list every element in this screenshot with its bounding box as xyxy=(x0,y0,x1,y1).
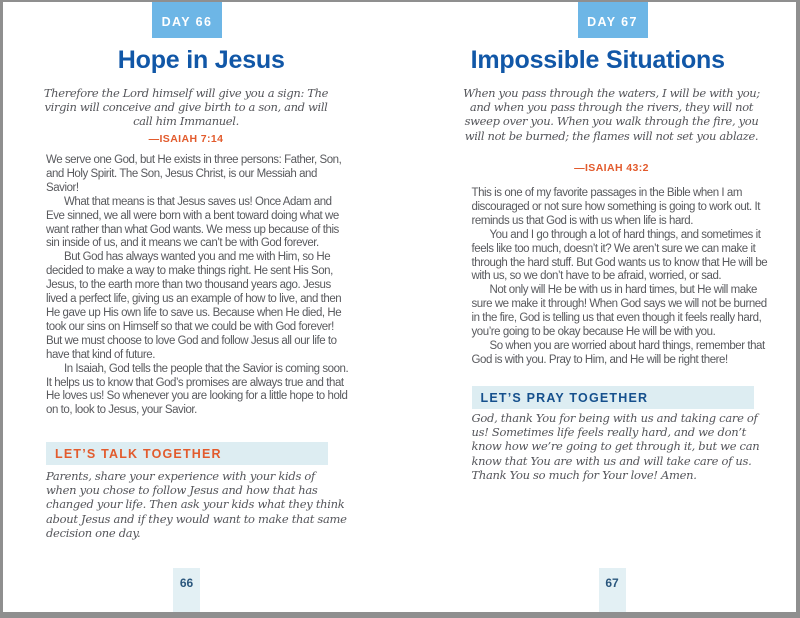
body-paragraph: Not only will He be with us in hard times, but He will make sure we make it through! When God says we will not be burned in the fire, God is telling us that even though it feels really hard, you’re going to be okay because He will be with you. xyxy=(471,284,767,339)
page-day-66 xyxy=(3,2,400,612)
scripture-reference: —ISAIAH 7:14 xyxy=(148,133,224,145)
lets-pray-together-bar xyxy=(472,386,754,409)
page-title: Hope in Jesus xyxy=(117,46,285,74)
body-paragraph: In Isaiah, God tells the people that the Savior is coming soon. It helps us to know that God’s promises are always true and that He loves us! So whenever you are looking for a little hope to hold on to, look to Jesus, your Savior. xyxy=(46,362,349,417)
scripture-quote: When you pass through the waters, I will be with you; and when you pass through the rivers, they will not sweep over you. When you walk through the fire, you will not be burned; the flames will not set you ablaze. xyxy=(463,86,760,143)
callout-text: God, thank You for being with us and taking care of us! Sometimes life feels really hard, and we don’t know how we’re going to get through it, but we can know that You are with us and will take care of us. Thank You so much for Your love! Amen. xyxy=(471,411,760,482)
page-number: 66 xyxy=(179,576,194,590)
day-label: DAY 66 xyxy=(161,15,213,29)
page-number-box xyxy=(173,568,200,612)
body-paragraph: But God has always wanted you and me with Him, so He decided to make a way to make things right. He sent His Son, Jesus, to the earth more than two thousand years ago. Jesus lived a perfect life, giving us an example of how to live, and then He gave up His own life to save us. Because when He died, He took our sins on Himself so that we could be with God forever! But we must choose to love God and follow Jesus all our life to have that kind of future. xyxy=(46,251,342,361)
body-paragraph: You and I go through a lot of hard things, and sometimes it feels like too much, doesn’t it? We aren’t sure we can make it through the hard stuff. But God wants us to know that He will be with us, so we don’t have to be afraid, worried, or sad. xyxy=(471,228,768,283)
body-paragraph: This is one of my favorite passages in the Bible when I am discouraged or not sure how something is going to work out. It reminds us that God is with us when life is hard. xyxy=(471,187,761,227)
page-number: 67 xyxy=(605,576,619,590)
body-text xyxy=(46,154,350,418)
callout-heading: LET’S PRAY TOGETHER xyxy=(480,390,649,405)
body-text xyxy=(472,187,776,368)
day-banner xyxy=(152,2,222,38)
page-title: Impossible Situations xyxy=(470,46,725,74)
body-paragraph: So when you are worried about hard things, remember that God is with you. Pray to Him, and He will be right there! xyxy=(471,339,765,366)
scripture-quote: Therefore the Lord himself will give you a sign: The virgin will conceive and give birth to a son, and will call him Immanuel. xyxy=(43,86,329,129)
day-banner xyxy=(578,2,648,38)
callout-heading: LET’S TALK TOGETHER xyxy=(55,446,222,461)
scripture-reference: —ISAIAH 43:2 xyxy=(574,162,649,174)
callout-text: Parents, share your experience with your kids of when you chose to follow Jesus and how that has changed your life. Then ask your kids what they think about Jesus and if they would want to make that same decision one day. xyxy=(46,469,347,540)
body-paragraph: What that means is that Jesus saves us! Once Adam and Eve sinned, we all were born with a bent toward doing what we want rather than what God wants. We mess up because of this sin inside of us, and it means we can’t be with God forever. xyxy=(46,195,339,250)
day-label: DAY 67 xyxy=(587,15,638,29)
page-number-box xyxy=(599,568,626,612)
lets-talk-together-bar xyxy=(46,442,328,465)
book-spread xyxy=(3,2,796,612)
page-day-67 xyxy=(400,2,797,612)
body-paragraph: We serve one God, but He exists in three persons: Father, Son, and Holy Spirit. The Son, Jesus Christ, is our Messiah and Savior! xyxy=(46,154,342,194)
